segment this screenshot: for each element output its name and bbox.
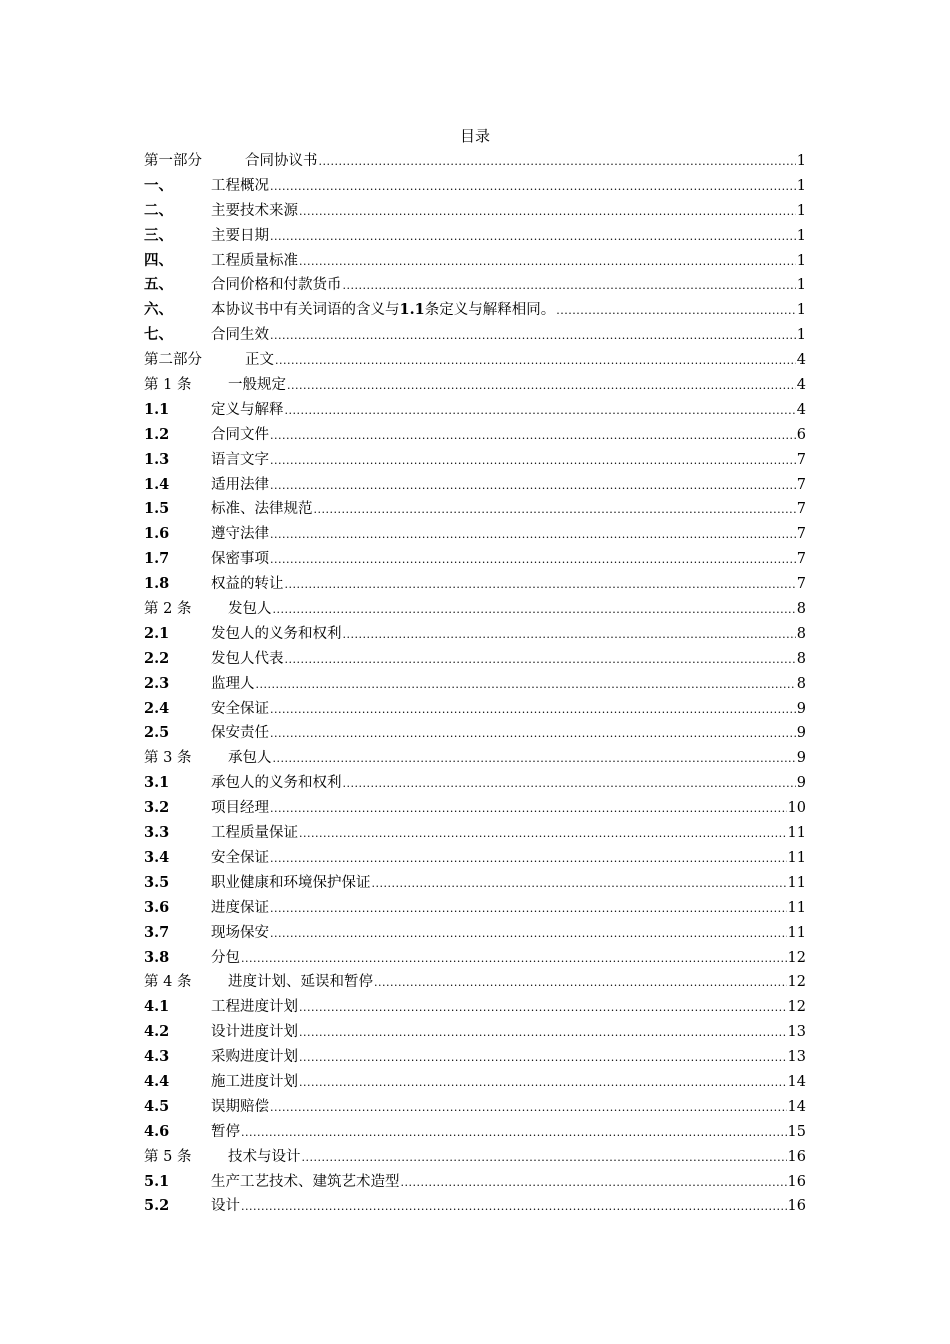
toc-entry-title: 工程质量保证 <box>211 825 298 842</box>
toc-entry[interactable] <box>144 1095 806 1120</box>
toc-dot-leader <box>270 897 787 922</box>
toc-entry-page: 1 <box>796 252 806 269</box>
toc-entry-title: 标准、法律规范 <box>211 501 313 518</box>
toc-dot-leader <box>299 1021 787 1046</box>
toc-dot-leader <box>319 150 796 175</box>
toc-dot-leader <box>299 996 787 1021</box>
toc-entry-title: 施工进度计划 <box>211 1073 298 1090</box>
toc-entry-page: 11 <box>787 825 806 842</box>
toc-entry-title: 主要技术来源 <box>211 202 298 219</box>
toc-dot-leader <box>270 698 796 723</box>
toc-entry-page: 13 <box>787 1024 806 1041</box>
toc-dot-leader <box>285 648 796 673</box>
toc-entry-number: 2.1 <box>144 624 170 642</box>
toc-dot-leader <box>270 424 796 449</box>
toc-entry-title: 安全保证 <box>211 700 269 717</box>
toc-entry-number: 3.1 <box>144 774 170 792</box>
toc-dot-leader <box>270 548 796 573</box>
toc-dot-leader <box>270 922 787 947</box>
toc-entry[interactable] <box>144 199 806 224</box>
toc-entry-number: 3.7 <box>144 923 170 941</box>
toc-entry-number: 4.4 <box>144 1072 170 1090</box>
toc-entry-title: 适用法律 <box>211 476 269 493</box>
toc-dot-leader <box>343 772 796 797</box>
toc-dot-leader <box>270 225 796 250</box>
toc-entry-number: 第 1 条 <box>144 377 192 394</box>
toc-dot-leader <box>556 299 796 324</box>
toc-entry-page: 15 <box>787 1123 806 1140</box>
toc-dot-leader <box>299 250 796 275</box>
toc-entry-number: 1.6 <box>144 525 170 543</box>
toc-entry-title: 工程概况 <box>211 177 269 194</box>
toc-entry-title: 发包人的义务和权利 <box>211 625 342 642</box>
toc-entry-title: 承包人的义务和权利 <box>211 775 342 792</box>
toc-entry[interactable] <box>144 273 806 298</box>
toc-entry-page: 16 <box>787 1148 806 1165</box>
toc-dot-leader <box>273 747 796 772</box>
toc-entry[interactable] <box>144 995 806 1020</box>
toc-entry-title: 合同协议书 <box>245 153 318 169</box>
toc-dot-leader <box>270 797 787 822</box>
toc-entry[interactable] <box>144 423 806 448</box>
toc-entry-number: 二、 <box>144 201 173 219</box>
toc-dot-leader <box>343 623 796 648</box>
toc-dot-leader <box>285 573 796 598</box>
toc-entry[interactable] <box>144 771 806 796</box>
toc-dot-leader <box>270 847 787 872</box>
toc-entry-page: 8 <box>796 625 806 642</box>
toc-entry-page: 8 <box>796 675 806 692</box>
toc-entry-number: 1.1 <box>144 400 170 418</box>
toc-entry[interactable] <box>144 697 806 722</box>
toc-entry-page: 6 <box>796 426 806 443</box>
toc-entry[interactable] <box>144 970 806 995</box>
toc-dot-leader <box>372 872 787 897</box>
toc-entry-number: 3.4 <box>144 848 170 866</box>
toc-entry-title: 合同价格和付款货币 <box>211 277 342 294</box>
toc-dot-leader <box>270 474 796 499</box>
toc-dot-leader <box>314 498 796 523</box>
toc-entry-number: 1.2 <box>144 425 170 443</box>
toc-entry-number: 1.4 <box>144 475 170 493</box>
toc-entry-title: 设计进度计划 <box>211 1024 298 1041</box>
toc-entry-title: 设计 <box>211 1198 240 1215</box>
toc-dot-leader <box>256 673 796 698</box>
toc-entry[interactable] <box>144 497 806 522</box>
toc-entry-number: 2.4 <box>144 699 170 717</box>
toc-entry-title: 工程质量标准 <box>211 252 298 269</box>
toc-entry-number: 4.2 <box>144 1023 170 1041</box>
toc-entry-number: 1.8 <box>144 575 170 593</box>
toc-dot-leader <box>374 971 787 996</box>
toc-entry-number: 六、 <box>144 301 173 319</box>
toc-entry-title: 合同生效 <box>211 327 269 344</box>
toc-dot-leader <box>275 349 796 374</box>
toc-entry-page: 4 <box>796 401 806 418</box>
toc-entry[interactable] <box>144 1145 806 1170</box>
toc-entry-number: 2.3 <box>144 674 170 692</box>
toc-entry-page: 1 <box>796 202 806 219</box>
toc-entry-number: 3.6 <box>144 898 170 916</box>
toc-entry-title: 分包 <box>211 949 240 966</box>
toc-entry-page: 11 <box>787 899 806 916</box>
toc-entry[interactable] <box>144 946 806 971</box>
toc-entry-page: 9 <box>796 775 806 792</box>
toc-entry-page: 1 <box>796 227 806 244</box>
toc-entry-page: 4 <box>796 352 806 369</box>
toc-entry-title: 现场保安 <box>211 924 269 941</box>
toc-entry[interactable] <box>144 1120 806 1145</box>
toc-entry-title: 合同文件 <box>211 426 269 443</box>
toc-dot-leader <box>299 822 787 847</box>
toc-entry-page: 11 <box>787 924 806 941</box>
toc-entry[interactable] <box>144 1045 806 1070</box>
toc-entry-title: 暂停 <box>211 1123 240 1140</box>
toc-entry-number: 七、 <box>144 326 173 344</box>
toc-dot-leader <box>299 1046 787 1071</box>
toc-entry-title: 职业健康和环境保护保证 <box>211 874 371 891</box>
toc-dot-leader <box>302 1146 787 1171</box>
toc-dot-leader <box>241 1121 787 1146</box>
toc-entry-title: 误期赔偿 <box>211 1098 269 1115</box>
toc-entry[interactable] <box>144 622 806 647</box>
toc-entry[interactable] <box>144 1070 806 1095</box>
toc-entry-page: 1 <box>796 153 806 169</box>
toc-entry-page: 12 <box>787 949 806 966</box>
toc-entry-page: 14 <box>787 1098 806 1115</box>
toc-entry-title: 权益的转让 <box>211 576 284 593</box>
toc-entry[interactable] <box>144 572 806 597</box>
toc-entry-title: 项目经理 <box>211 800 269 817</box>
toc-entry-title: 保密事项 <box>211 551 269 568</box>
toc-entry-number: 1.5 <box>144 500 170 518</box>
toc-entry-title: 进度计划、延误和暂停 <box>228 974 373 991</box>
toc-entry-number: 第二部分 <box>144 352 202 369</box>
toc-entry-number: 1.7 <box>144 550 170 568</box>
toc-entry[interactable] <box>144 249 806 274</box>
toc-entry[interactable] <box>144 921 806 946</box>
toc-dot-leader <box>287 374 796 399</box>
toc-entry[interactable] <box>144 398 806 423</box>
toc-entry-title: 技术与设计 <box>228 1148 301 1165</box>
toc-entry-number: 第 2 条 <box>144 601 192 618</box>
toc-entry-page: 9 <box>796 700 806 717</box>
toc-entry-page: 9 <box>796 750 806 767</box>
toc-entry-title: 生产工艺技术、建筑艺术造型 <box>211 1173 400 1190</box>
toc-entry-page: 8 <box>796 650 806 667</box>
toc-entry-page: 8 <box>796 601 806 618</box>
toc-entry[interactable] <box>144 547 806 572</box>
toc-entry[interactable] <box>144 647 806 672</box>
toc-dot-leader <box>285 399 796 424</box>
toc-entry[interactable] <box>144 1020 806 1045</box>
toc-dot-leader <box>270 175 796 200</box>
toc-entry-title: 承包人 <box>228 750 272 767</box>
toc-entry[interactable] <box>144 298 806 323</box>
toc-entry-page: 1 <box>796 177 806 194</box>
toc-entry-title: 采购进度计划 <box>211 1049 298 1066</box>
toc-entry-page: 1 <box>796 327 806 344</box>
toc-entry-page: 12 <box>787 999 806 1016</box>
toc-entry-title: 进度保证 <box>211 899 269 916</box>
toc-entry-number: 第 3 条 <box>144 750 192 767</box>
toc-entry-page: 1 <box>796 277 806 294</box>
toc-entry[interactable] <box>144 846 806 871</box>
toc-entry-number: 第 5 条 <box>144 1148 192 1165</box>
toc-entry-title: 主要日期 <box>211 227 269 244</box>
toc-entry-number: 第一部分 <box>144 153 202 169</box>
toc-entry-title: 语言文字 <box>211 451 269 468</box>
toc-entry-page: 11 <box>787 849 806 866</box>
toc-entry[interactable] <box>144 522 806 547</box>
toc-entry-title: 正文 <box>245 352 274 369</box>
toc-entry-title: 发包人代表 <box>211 650 284 667</box>
toc-entry-number: 4.3 <box>144 1048 170 1066</box>
toc-entry-number: 2.5 <box>144 724 170 742</box>
toc-dot-leader <box>270 449 796 474</box>
toc-entry-page: 7 <box>796 551 806 568</box>
toc-entry[interactable] <box>144 1170 806 1195</box>
toc-entry[interactable] <box>144 373 806 398</box>
toc-dot-leader <box>270 523 796 548</box>
toc-entry-number: 4.6 <box>144 1122 170 1140</box>
toc-entry-number: 4.5 <box>144 1097 170 1115</box>
toc-entry-number: 5.1 <box>144 1172 170 1190</box>
toc-entry-page: 7 <box>796 526 806 543</box>
toc-entry-page: 13 <box>787 1049 806 1066</box>
toc-entry-page: 11 <box>787 874 806 891</box>
toc-entry-number: 3.5 <box>144 873 170 891</box>
toc-entry-page: 1 <box>796 302 806 319</box>
toc-entry[interactable] <box>144 896 806 921</box>
toc-entry-title: 监理人 <box>211 675 255 692</box>
toc-entry-title: 一般规定 <box>228 377 286 394</box>
toc-entry-page: 10 <box>787 800 806 817</box>
toc-entry[interactable] <box>144 871 806 896</box>
toc-entry-number: 四、 <box>144 251 173 269</box>
toc-entry-title: 本协议书中有关词语的含义与1.1条定义与解释相同。 <box>211 301 556 319</box>
toc-entry-number: 4.1 <box>144 998 170 1016</box>
toc-entry-page: 16 <box>787 1198 806 1215</box>
toc-entry[interactable] <box>144 323 806 348</box>
toc-dot-leader <box>270 1096 787 1121</box>
toc-entry-page: 4 <box>796 377 806 394</box>
toc-entry-title: 发包人 <box>228 601 272 618</box>
toc-entry-page: 14 <box>787 1073 806 1090</box>
toc-entry-page: 9 <box>796 725 806 742</box>
toc-entry-number: 五、 <box>144 276 173 294</box>
toc-dot-leader <box>299 200 796 225</box>
toc-entry[interactable] <box>144 224 806 249</box>
toc-dot-leader <box>241 947 787 972</box>
toc-entry-page: 7 <box>796 501 806 518</box>
toc-entry-page: 16 <box>787 1173 806 1190</box>
toc-entry-number: 第 4 条 <box>144 974 192 991</box>
toc-dot-leader <box>270 324 796 349</box>
toc-entry[interactable] <box>144 821 806 846</box>
toc-entry-page: 12 <box>787 974 806 991</box>
toc-entry[interactable] <box>144 746 806 771</box>
toc-entry-number: 1.3 <box>144 450 170 468</box>
toc-entry-number: 三、 <box>144 226 173 244</box>
toc-entry[interactable] <box>144 448 806 473</box>
toc-entry[interactable] <box>144 672 806 697</box>
toc-entry[interactable] <box>144 348 806 373</box>
toc-title: 目录 <box>459 127 490 145</box>
toc-list <box>144 149 806 1219</box>
toc-entry-number: 3.2 <box>144 799 170 817</box>
toc-entry-number: 一、 <box>144 176 173 194</box>
toc-entry-number: 2.2 <box>144 649 170 667</box>
toc-entry-number: 3.3 <box>144 824 170 842</box>
toc-entry-title: 工程进度计划 <box>211 999 298 1016</box>
toc-entry-title: 保安责任 <box>211 725 269 742</box>
toc-entry-title: 定义与解释 <box>211 401 284 418</box>
toc-dot-leader <box>343 274 796 299</box>
toc-entry-number: 5.2 <box>144 1197 170 1215</box>
toc-entry-page: 7 <box>796 576 806 593</box>
toc-entry[interactable] <box>144 721 806 746</box>
toc-entry-number: 3.8 <box>144 948 170 966</box>
toc-entry[interactable] <box>144 796 806 821</box>
toc-entry[interactable] <box>144 1194 806 1219</box>
toc-dot-leader <box>401 1171 787 1196</box>
toc-entry-page: 7 <box>796 451 806 468</box>
toc-dot-leader <box>270 722 796 747</box>
toc-entry-page: 7 <box>796 476 806 493</box>
toc-entry-title: 遵守法律 <box>211 526 269 543</box>
toc-dot-leader <box>241 1195 787 1220</box>
toc-entry[interactable] <box>144 473 806 498</box>
toc-entry[interactable] <box>144 174 806 199</box>
toc-dot-leader <box>273 598 796 623</box>
toc-entry-title: 安全保证 <box>211 849 269 866</box>
toc-entry[interactable] <box>144 149 806 174</box>
toc-entry[interactable] <box>144 597 806 622</box>
toc-dot-leader <box>299 1071 787 1096</box>
